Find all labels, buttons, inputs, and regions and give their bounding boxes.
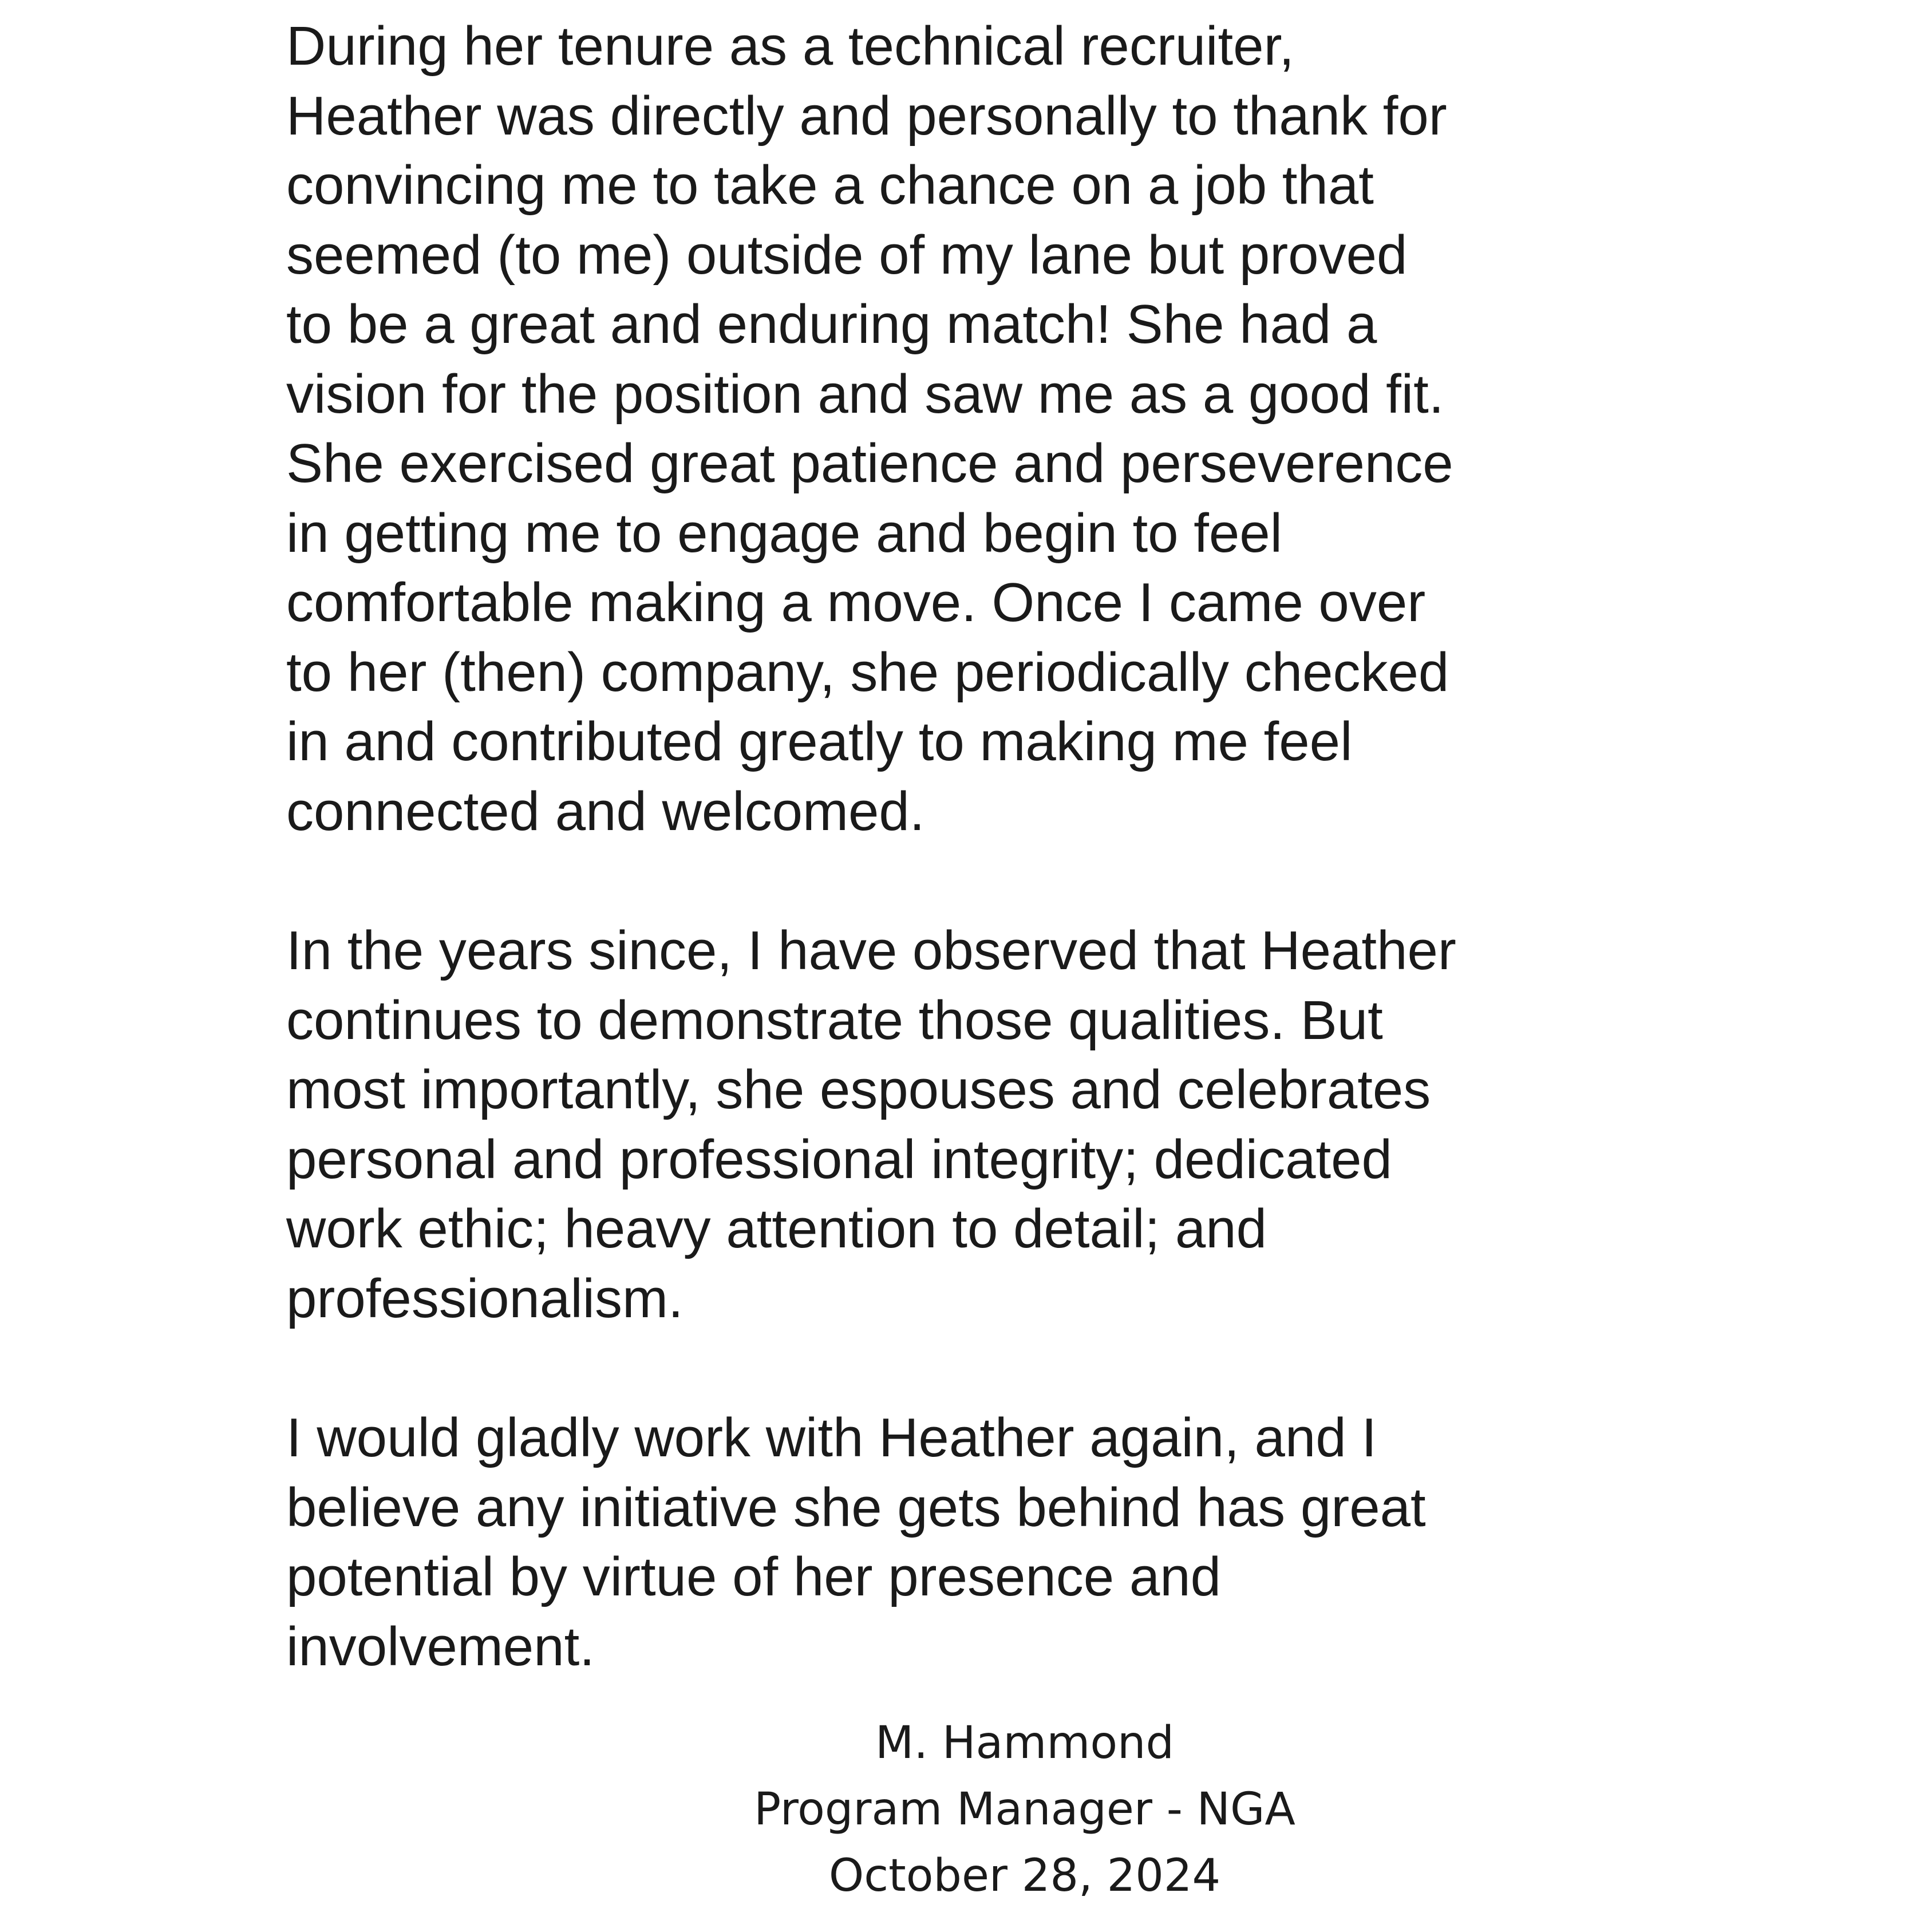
text-line: believe any initiative she gets behind has great <box>286 1476 1426 1538</box>
text-line: connected and welcomed. <box>286 780 925 842</box>
text-line: vision for the position and saw me as a good fit. <box>286 363 1444 425</box>
text-line: convincing me to take a chance on a job that <box>286 155 1374 216</box>
text-line: comfortable making a move. Once I came over <box>286 572 1426 633</box>
signature-block <box>681 1710 1368 1909</box>
text-line: I would gladly work with Heather again, and I <box>286 1407 1377 1468</box>
text-line: work ethic; heavy attention to detail; and <box>286 1198 1267 1259</box>
text-line: During her tenure as a technical recruiter, <box>286 15 1294 77</box>
text-line: She exercised great patience and perseverence <box>286 433 1453 494</box>
signer-title: Program Manager - NGA <box>754 1784 1295 1835</box>
text-line: continues to demonstrate those qualities. But <box>286 989 1383 1051</box>
text-line: to be a great and enduring match! She had a <box>286 294 1377 355</box>
text-line: Heather was directly and personally to thank for <box>286 85 1447 147</box>
text-line: to her (then) company, she periodically checked <box>286 641 1449 703</box>
text-line: seemed (to me) outside of my lane but proved <box>286 224 1408 286</box>
text-line: involvement. <box>286 1615 595 1677</box>
paragraph-3 <box>286 1403 1614 1681</box>
paragraph-2 <box>286 916 1614 1333</box>
paragraph-1 <box>286 11 1614 846</box>
text-line: personal and professional integrity; dedicated <box>286 1128 1392 1190</box>
signer-name: M. Hammond <box>875 1717 1174 1769</box>
text-line: in getting me to engage and begin to feel <box>286 502 1282 564</box>
text-line: potential by virtue of her presence and <box>286 1546 1222 1607</box>
text-line: in and contributed greatly to making me feel <box>286 711 1353 772</box>
text-line: professionalism. <box>286 1267 683 1329</box>
text-line: most importantly, she espouses and celebrates <box>286 1059 1431 1120</box>
recommendation-letter <box>286 11 1614 1751</box>
text-line: In the years since, I have observed that Heather <box>286 920 1456 981</box>
signature-date: October 28, 2024 <box>828 1850 1221 1902</box>
